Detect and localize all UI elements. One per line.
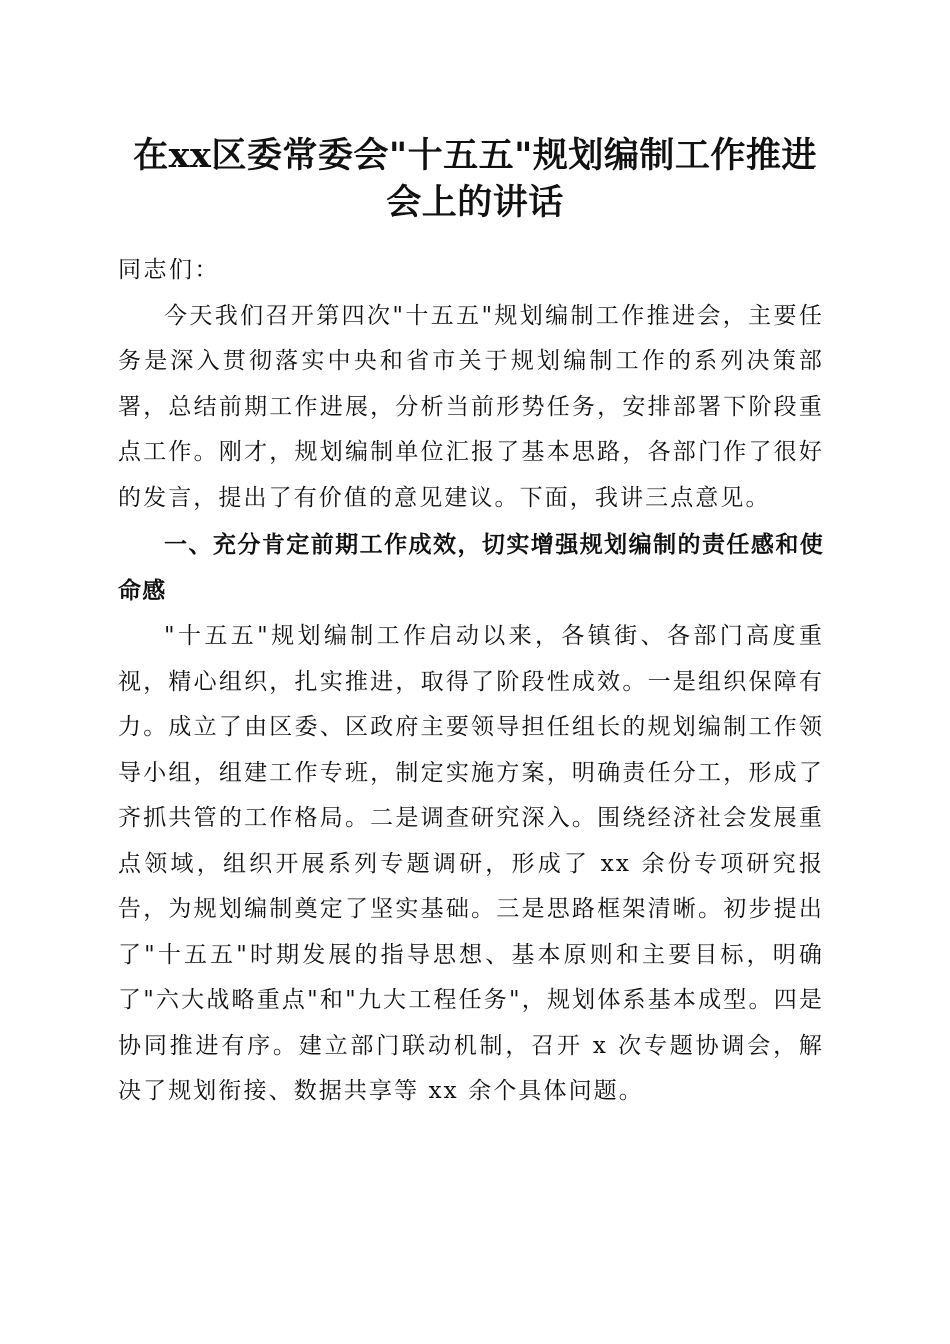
section-1-heading: 一、充分肯定前期工作成效，切实增强规划编制的责任感和使命感 xyxy=(118,532,824,604)
salutation: 同志们： xyxy=(118,257,220,283)
document-title xyxy=(118,132,832,226)
opening-paragraph: 今天我们召开第四次"十五五"规划编制工作推进会，主要任务是深入贯彻落实中央和省市关于规划编制工作的系列决策部署，总结前期工作进展，分析当前形势任务，安排部署下阶段重点工作。刚才，规划编制单位汇报了基本思路，各部门作了很好的发言，提出了有价值的意见建议。下面，我讲三点意见。 xyxy=(118,302,824,511)
document-body xyxy=(118,248,824,1115)
title-line-2: 会上的讲话 xyxy=(386,182,564,223)
title-line-1: 在xx区委常委会"十五五"规划编制工作推进 xyxy=(133,135,817,176)
section-1-paragraph: "十五五"规划编制工作启动以来，各镇街、各部门高度重视，精心组织，扎实推进，取得了阶段性成效。一是组织保障有力。成立了由区委、区政府主要领导担任组长的规划编制工作领导小组，组建工作专班，制定实施方案，明确责任分工，形成了齐抓共管的工作格局。二是调查研究深入。围绕经济社会发展重点领域，组织开展系列专题调研，形成了 xx 余份专项研究报告，为规划编制奠定了坚实基础。三是思路框架清晰。初步提出了"十五五"时期发展的指导思想、基本原则和主要目标，明确了"六大战略重点"和"九大工程任务"，规划体系基本成型。四是协同推进有序。建立部门联动机制，召开 x 次专题协调会，解决了规划衔接、数据共享等 xx 余个具体问题。 xyxy=(118,623,824,1104)
